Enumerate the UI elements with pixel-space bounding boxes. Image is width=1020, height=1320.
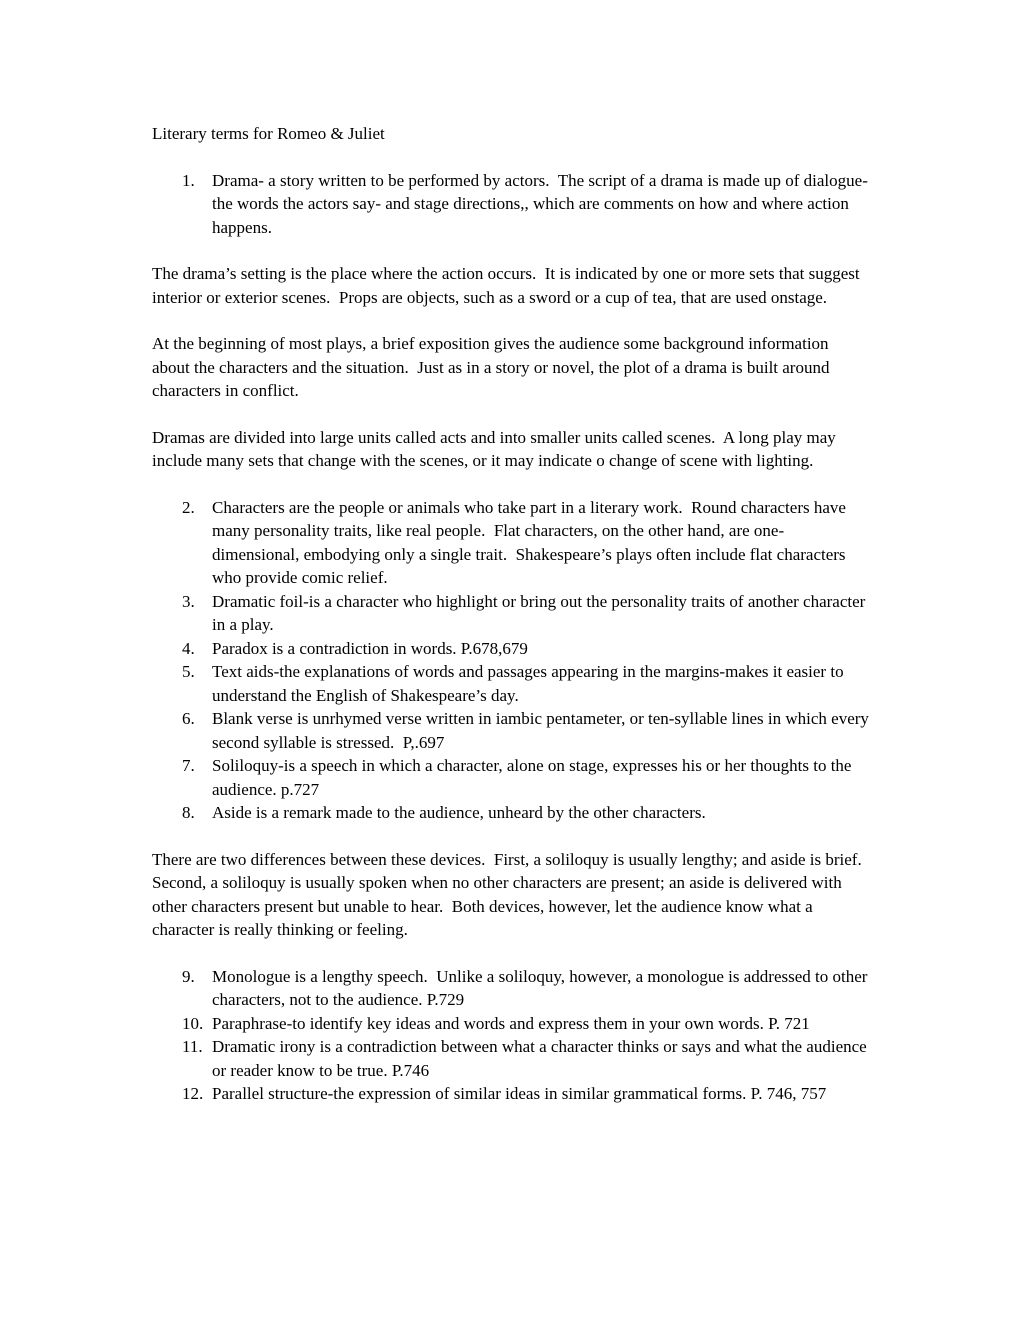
list-item [152, 169, 873, 240]
paragraph: The drama’s setting is the place where the action occurs. It is indicated by one or more sets that suggest interior or exterior scenes. Props are objects, such as a sword or a cup of tea, that are used onstage. [152, 264, 864, 307]
list-item-text: Drama- a story written to be performed by actors. The script of a drama is made up of dialogue- the words the actors say- and stage directions,, which are comments on how and where action happens. [212, 170, 873, 237]
list-item [152, 637, 870, 661]
list-item [152, 660, 870, 707]
list-item-text: Blank verse is unrhymed verse written in iambic pentameter, or ten-syllable lines in which every second syllable is stressed. P,.697 [212, 709, 874, 752]
list-item [152, 590, 870, 637]
list-item [152, 754, 870, 801]
list-item-number: 11. [182, 1037, 203, 1056]
list-item [152, 496, 870, 590]
list-item-text: Aside is a remark made to the audience, unheard by the other characters. [212, 803, 706, 822]
list-item-text: Text aids-the explanations of words and passages appearing in the margins-makes it easier to understand the English of Shakespeare’s day. [212, 662, 848, 705]
list-item-text: Monologue is a lengthy speech. Unlike a soliloquy, however, a monologue is addressed to other characters, not to the audience. P.729 [212, 966, 872, 1009]
list-item [152, 707, 874, 754]
list-item [152, 1012, 870, 1036]
list-item-number: 9. [182, 966, 195, 986]
paragraph: Dramas are divided into large units called acts and into smaller units called scenes. A long play may include many sets that change with the scenes, or it may indicate o change of scene with lighting. [152, 427, 841, 470]
list-item-number: 2. [182, 497, 195, 517]
list-item [152, 801, 870, 825]
list-item-number: 3. [182, 591, 195, 611]
paragraph: At the beginning of most plays, a brief exposition gives the audience some background information about the characters and the situation. Just as in a story or novel, the plot of a drama is built around characters in conflict. [152, 334, 834, 400]
paragraph: There are two differences between these devices. First, a soliloquy is usually lengthy; and aside is brief. Second, a soliloquy is usually spoken when no other characters are present; an aside is delivered with other characters present but unable to hear. Both devices, however, let the audience know what a character is really thinking or feeling. [152, 849, 871, 939]
list-item-text: Soliloquy-is a speech in which a character, alone on stage, expresses his or her thoughts to the audience. p.727 [212, 756, 856, 799]
document-content [152, 169, 874, 1106]
list-item-number: 10. [182, 1013, 204, 1033]
list-item-number: 6. [182, 709, 195, 728]
list-item-text: Dramatic foil-is a character who highlight or bring out the personality traits of another character in a play. [212, 591, 870, 634]
list-item-number: 8. [182, 803, 195, 822]
list-item-number: 1. [182, 170, 195, 190]
list-item [152, 1035, 870, 1082]
list-item [152, 965, 870, 1012]
list-item-text: Paradox is a contradiction in words. P.678,679 [212, 638, 528, 658]
list-item-text: Characters are the people or animals who take part in a literary work. Round characters have many personality traits, like real people. Flat characters, on the other hand, are one-dimensional, embodying only a single trait. Shakespeare’s plays often include flat characters who provide comic relief. [212, 497, 851, 587]
list-item-number: 12. [182, 1084, 204, 1103]
document-title: Literary terms for Romeo & Juliet [152, 124, 385, 143]
list-item-number: 7. [182, 756, 195, 775]
list-item-text: Parallel structure-the expression of similar ideas in similar grammatical forms. P. 746, 757 [212, 1084, 827, 1103]
list-item-number: 4. [182, 638, 195, 658]
list-item-text: Dramatic irony is a contradiction between what a character thinks or says and what the audience or reader know to be true. P.746 [212, 1037, 871, 1080]
list-item-number: 5. [182, 662, 195, 681]
list-item [152, 1082, 870, 1106]
list-item-text: Paraphrase-to identify key ideas and words and express them in your own words. P. 721 [212, 1013, 810, 1033]
